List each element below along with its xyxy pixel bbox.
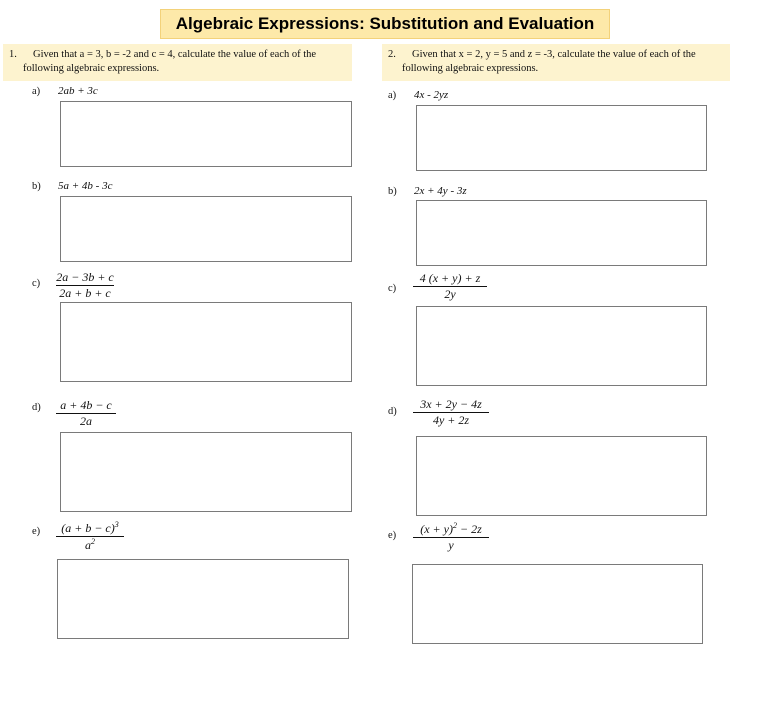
q1-part-a-answer-box[interactable] — [60, 101, 352, 167]
q2-part-d-answer-box[interactable] — [416, 436, 707, 516]
q2-part-d-label: d) — [388, 406, 397, 417]
question-2-line2: following algebraic expressions. — [402, 63, 539, 74]
q1-part-c-denominator: 2a + b + c — [59, 286, 111, 300]
q1-part-d-answer-box[interactable] — [60, 432, 352, 512]
q2-part-b-answer-box[interactable] — [416, 200, 707, 266]
q1-part-c-answer-box[interactable] — [60, 302, 352, 382]
question-2-line1: Given that x = 2, y = 5 and z = -3, calculate the value of each of the — [412, 49, 696, 60]
q1-part-c-label: c) — [32, 278, 41, 289]
q1-part-d-denominator: 2a — [80, 414, 92, 428]
q2-part-b-label: b) — [388, 186, 397, 197]
question-1-number: 1. — [9, 49, 17, 60]
q2-part-c-numerator: 4 (x + y) + z — [419, 271, 481, 285]
q2-part-c-fraction — [413, 271, 487, 302]
q1-part-b-expression: 5a + 4b - 3c — [58, 180, 113, 192]
q1-part-d-numerator: a + 4b − c — [60, 398, 112, 412]
q2-part-a-answer-box[interactable] — [416, 105, 707, 171]
q1-part-e-fraction — [56, 520, 124, 553]
q2-part-c-answer-box[interactable] — [416, 306, 707, 386]
q1-part-b-label: b) — [32, 181, 41, 192]
q2-part-b-expression: 2x + 4y - 3z — [414, 185, 467, 197]
q2-part-c-label: c) — [388, 283, 397, 294]
q2-part-a-label: a) — [388, 90, 397, 101]
q1-part-c-fraction — [56, 270, 114, 301]
q1-part-d-label: d) — [32, 402, 41, 413]
q1-part-e-denominator: $a^2$ — [85, 537, 95, 552]
q2-part-e-numerator: $(x + y)^2 - 2z$ — [420, 521, 482, 536]
q2-part-e-answer-box[interactable] — [412, 564, 703, 644]
question-1-header — [3, 44, 352, 81]
q2-part-a-expression: 4x - 2yz — [414, 89, 449, 101]
q2-part-d-numerator: 3x + 2y − 4z — [420, 397, 482, 411]
q1-part-e-answer-box[interactable] — [57, 559, 349, 639]
q2-part-d-fraction — [413, 397, 489, 428]
question-1-line2: following algebraic expressions. — [23, 63, 160, 74]
q1-part-d-fraction — [56, 398, 116, 429]
q1-part-e-numerator: $(a + b - c)^3$ — [61, 520, 119, 535]
q1-part-e-label: e) — [32, 526, 41, 537]
q2-part-c-denominator: 2y — [444, 287, 456, 301]
q1-part-a-label: a) — [32, 86, 41, 97]
question-2-header — [382, 44, 730, 81]
q2-part-e-denominator: y — [448, 538, 454, 552]
q1-part-b-answer-box[interactable] — [60, 196, 352, 262]
question-1-line1: Given that a = 3, b = -2 and c = 4, calculate the value of each of the — [33, 49, 317, 60]
q2-part-e-fraction — [413, 521, 489, 553]
question-2-number: 2. — [388, 49, 396, 60]
q1-part-a-expression: 2ab + 3c — [58, 85, 98, 97]
worksheet-title: Algebraic Expressions: Substitution and Evaluation — [160, 9, 610, 39]
q1-part-c-numerator: 2a − 3b + c — [56, 270, 114, 284]
q2-part-e-label: e) — [388, 530, 397, 541]
q2-part-d-denominator: 4y + 2z — [432, 413, 470, 427]
